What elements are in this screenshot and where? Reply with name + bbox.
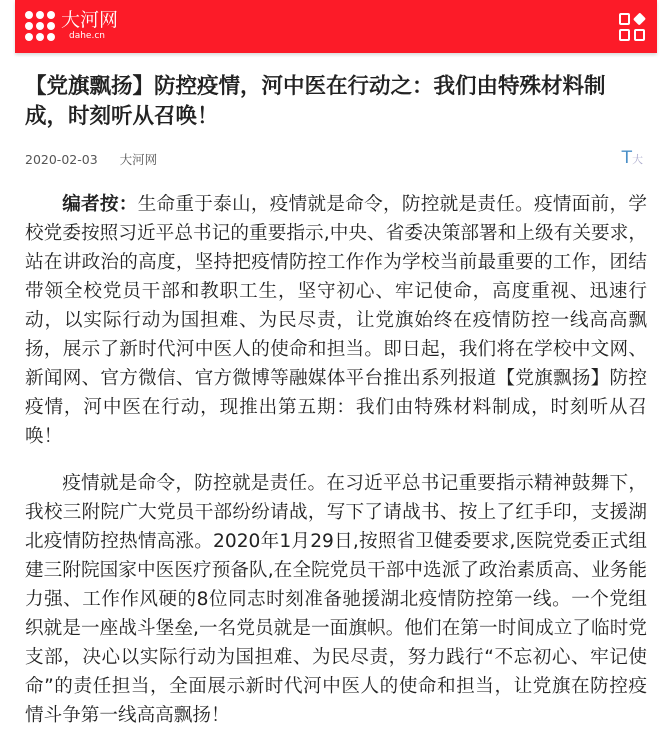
font-size-icon: T [621,148,632,168]
dahe-logo[interactable] [25,11,118,41]
logo-cn: 大河网 [61,9,119,31]
apps-grid-icon[interactable] [619,13,645,41]
article-title: 【党旗飘扬】防控疫情，河中医在行动之：我们由特殊材料制成，时刻听从召唤！ [25,74,606,129]
article-body [25,190,647,748]
article-meta [25,150,175,168]
editor-note [25,190,647,451]
editor-label: 编者按： [62,194,138,215]
article-source: 大河网 [119,152,158,167]
font-size-label: 大 [632,153,643,166]
logo-dots-icon [25,11,55,41]
publish-date: 2020-02-03 [25,152,98,167]
font-size-toggle[interactable] [622,148,643,168]
site-header [15,0,657,53]
logo-en: dahe.cn [69,31,105,41]
editor-note-text: 生命重于泰山，疫情就是命令，防控就是责任。疫情面前，学校党委按照习近平总书记的重要指示,中央、省委决策部署和上级有关要求，站在讲政治的高度，坚持把疫情防控工作作为学校当前最重要的工作，团结带领全校党员干部和教职工生，坚守初心、牢记使命，高度重视、迅速行动，以实际行动为国担难、为民尽责，让党旗始终在疫情防控一线高高飘扬，展示了新时代河中医人的使命和担当。即日起，我们将在学校中文网、新闻网、官方微信、官方微博等融媒体平台推出系列报道【党旗飘扬】防控疫情，河中医在行动，现推出第五期：我们由特殊材料制成，时刻听从召唤！ [25,194,647,447]
paragraph: 疫情就是命令，防控就是责任。在习近平总书记重要指示精神鼓舞下，我校三附院广大党员干部纷纷请战，写下了请战书、按上了红手印，支援湖北疫情防控热情高涨。2020年1月29日,按照省卫健委要求,医院党委正式组建三附院国家中医医疗预备队,在全院党员干部中选派了政治素质高、业务能力强、工作作风硬的8位同志时刻准备驰援湖北疫情防控第一线。一个党组织就是一座战斗堡垒,一名党员就是一面旗帜。他们在第一时间成立了临时党支部，决心以实际行动为国担难、为民尽责，努力践行“不忘初心、牢记使命”的责任担当，全面展示新时代河中医人的使命和担当，让党旗在防控疫情斗争第一线高高飘扬！ [25,473,647,726]
